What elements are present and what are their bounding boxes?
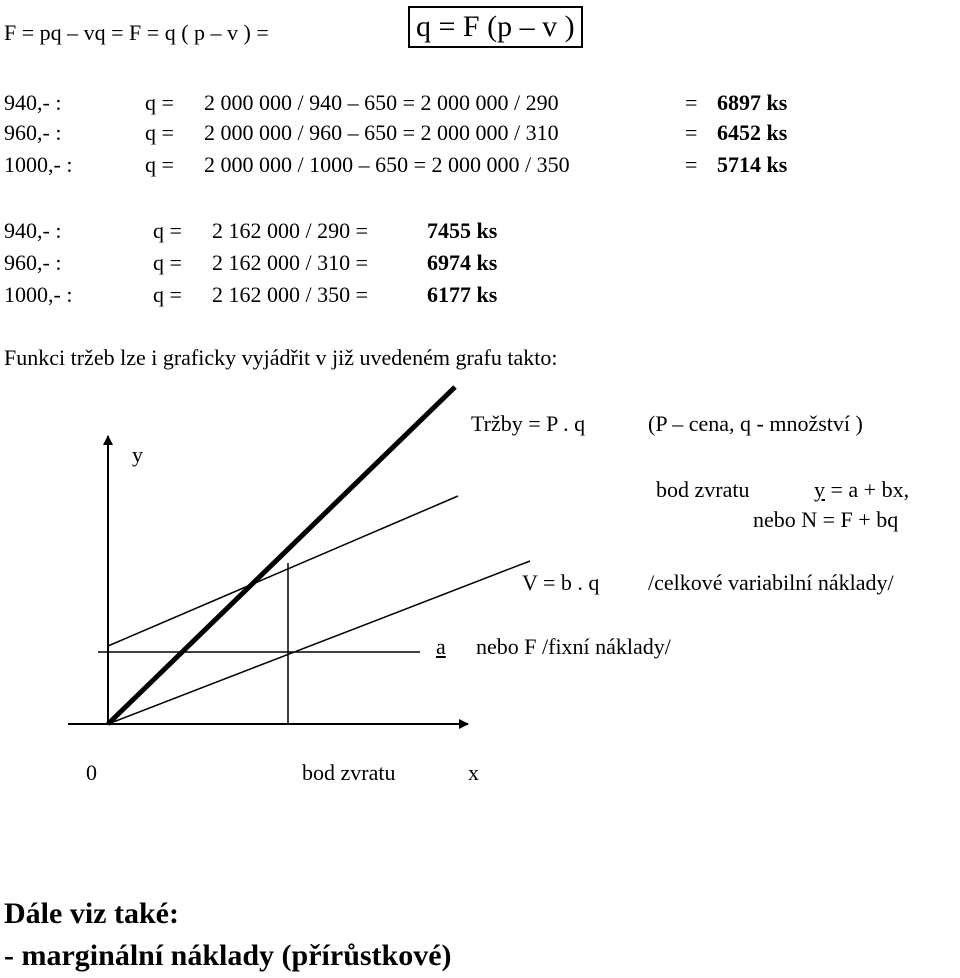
price-label: 1000,- :	[4, 282, 73, 307]
equals: =	[685, 120, 698, 145]
revenue-note: (P – cena, q - množství )	[648, 411, 863, 436]
q-label: q =	[145, 152, 174, 177]
result: 7455 ks	[427, 218, 498, 243]
q-label: q =	[145, 120, 174, 145]
see-also-item: - marginální náklady (přírůstkové)	[4, 939, 452, 972]
bep-label: bod zvratu	[656, 477, 750, 502]
expression: 2 000 000 / 1000 – 650 = 2 000 000 / 350	[204, 152, 570, 177]
bep-x-label: bod zvratu	[302, 760, 396, 785]
equals: =	[685, 90, 698, 115]
price-label: 960,- :	[4, 250, 62, 275]
x-axis-label: x	[468, 760, 479, 785]
intro-text: Funkci tržeb lze i graficky vyjádřit v již uvedeném grafu takto:	[4, 345, 558, 370]
result: 6897 ks	[717, 90, 788, 115]
price-label: 940,- :	[4, 218, 62, 243]
see-also-heading: Dále viz také:	[4, 897, 179, 930]
q-label: q =	[153, 218, 182, 243]
expression: 2 162 000 / 350 =	[212, 282, 369, 307]
bep-alt-equation: nebo N = F + bq	[753, 507, 899, 532]
equals: =	[685, 152, 698, 177]
y-axis-label: y	[132, 442, 143, 467]
bep-equation-var: y	[814, 477, 825, 502]
result: 6177 ks	[427, 282, 498, 307]
variable-cost-line	[108, 561, 530, 724]
formula-text: F = pq – vq = F = q ( p – v ) =	[4, 20, 269, 45]
q-label: q =	[153, 282, 182, 307]
price-label: 1000,- :	[4, 152, 73, 177]
variable-cost-note: /celkové variabilní náklady/	[648, 570, 894, 595]
result: 6974 ks	[427, 250, 498, 275]
bep-equation-rest: = a + bx,	[825, 477, 910, 502]
result: 5714 ks	[717, 152, 788, 177]
price-label: 940,- :	[4, 90, 62, 115]
expression: 2 162 000 / 290 =	[212, 218, 369, 243]
expression: 2 000 000 / 960 – 650 = 2 000 000 / 310	[204, 120, 559, 145]
result: 6452 ks	[717, 120, 788, 145]
fixed-cost-var: a	[436, 634, 446, 659]
bep-equation	[814, 477, 909, 503]
total-cost-line	[108, 496, 458, 646]
expression: 2 000 000 / 940 – 650 = 2 000 000 / 290	[204, 90, 559, 115]
variable-cost-label: V = b . q	[522, 570, 600, 595]
boxed-formula: q = F (p – v )	[408, 6, 583, 48]
q-label: q =	[145, 90, 174, 115]
revenue-label: Tržby = P . q	[471, 411, 586, 436]
q-label: q =	[153, 250, 182, 275]
origin-label: 0	[86, 760, 97, 785]
price-label: 960,- :	[4, 120, 62, 145]
revenue-line	[108, 387, 455, 724]
fixed-cost-label: nebo F /fixní náklady/	[476, 634, 671, 659]
expression: 2 162 000 / 310 =	[212, 250, 369, 275]
